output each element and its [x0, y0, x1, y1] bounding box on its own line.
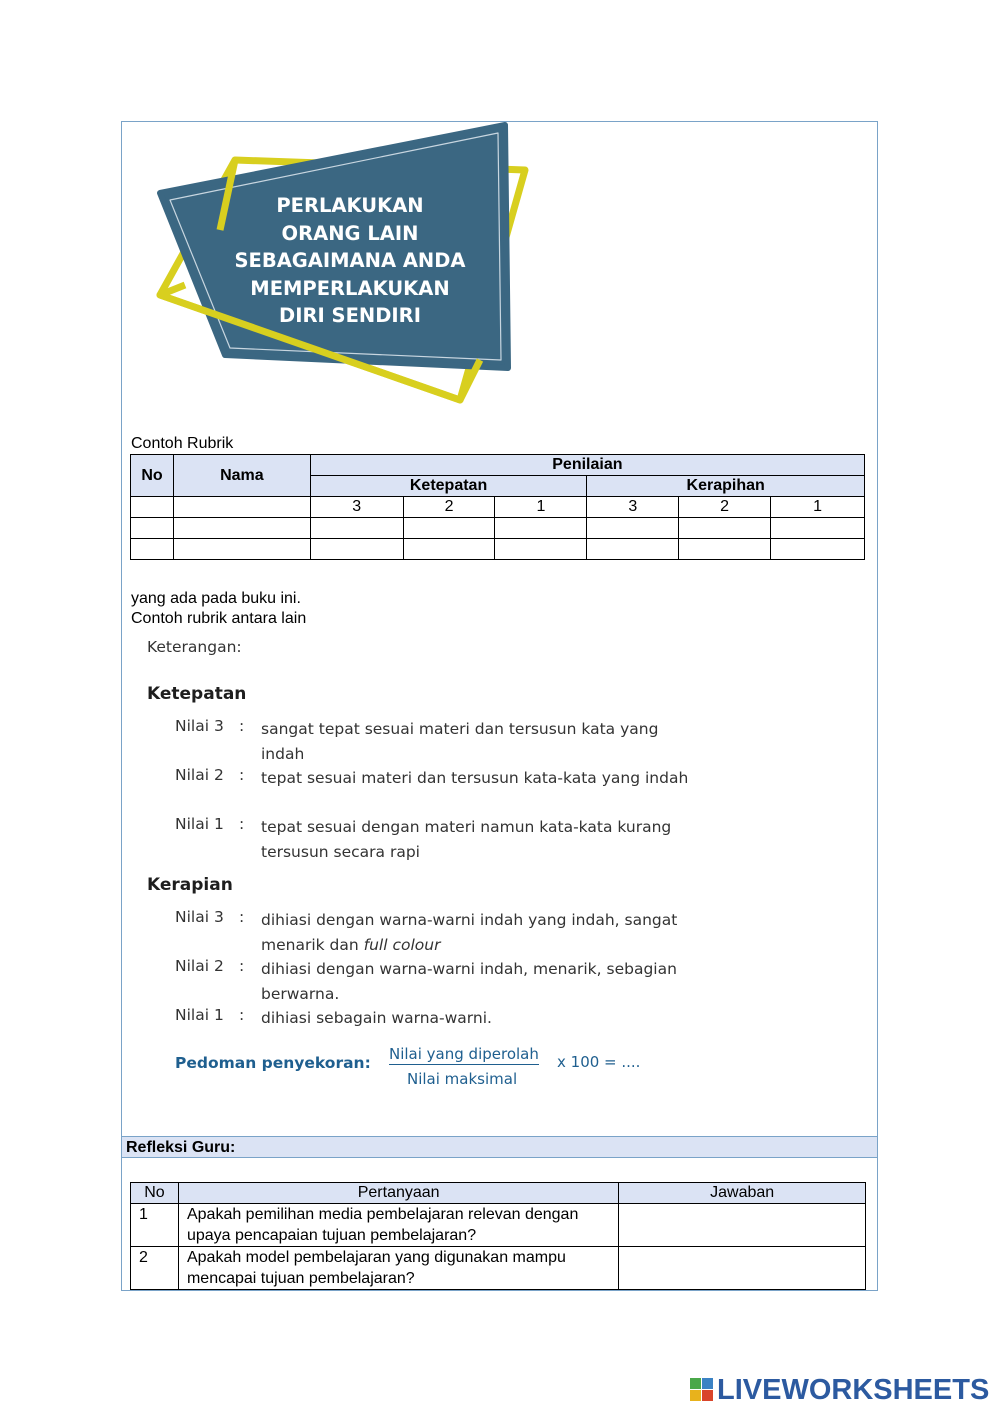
- colon: :: [239, 766, 245, 784]
- pedoman-multiplier: x 100 = ....: [557, 1053, 641, 1071]
- score-cell: 2: [679, 497, 771, 518]
- colon: :: [239, 908, 245, 926]
- score-cell: 1: [495, 497, 587, 518]
- refleksi-title: Refleksi Guru:: [122, 1136, 877, 1158]
- banner-line: SEBAGAIMANA ANDA: [234, 249, 466, 272]
- ketepatan-title: Ketepatan: [147, 684, 247, 704]
- colon: :: [239, 957, 245, 975]
- pedoman-numerator: Nilai yang diperolah: [389, 1045, 539, 1063]
- table-cell[interactable]: [310, 539, 403, 560]
- banner-text: [215, 192, 485, 330]
- intro-line-2: Contoh rubrik antara lain: [131, 610, 307, 627]
- table-cell[interactable]: [771, 539, 865, 560]
- table-row: [131, 539, 865, 560]
- refleksi-table: [130, 1182, 866, 1290]
- nilai-label: Nilai 2: [175, 766, 224, 784]
- logo-wordmark: LIVEWORKSHEETS: [717, 1374, 990, 1406]
- table-cell[interactable]: [587, 518, 679, 539]
- table-cell[interactable]: [310, 518, 403, 539]
- row-question: Apakah model pembelajaran yang digunakan mampu mencapai tujuan pembelajaran?: [178, 1247, 618, 1290]
- table-cell[interactable]: [131, 518, 174, 539]
- refleksi-header-pertanyaan: Pertanyaan: [178, 1183, 618, 1204]
- table-row: [131, 518, 865, 539]
- rubric-header-nama: Nama: [173, 455, 310, 497]
- rubric-table: [130, 454, 865, 560]
- table-cell[interactable]: [173, 539, 310, 560]
- nilai-desc: [261, 908, 701, 958]
- colon: :: [239, 717, 245, 735]
- nilai-desc: sangat tepat sesuai materi dan tersusun kata yang indah: [261, 720, 659, 763]
- nilai-label: Nilai 2: [175, 957, 224, 975]
- row-question: Apakah pemilihan media pembelajaran relevan dengan upaya pencapaian tujuan pembelajaran?: [178, 1204, 618, 1247]
- intro-line-1: yang ada pada buku ini.: [131, 590, 301, 607]
- banner-line: ORANG LAIN: [281, 221, 419, 245]
- answer-cell[interactable]: [619, 1247, 866, 1290]
- nilai-label: Nilai 1: [175, 1006, 224, 1024]
- pedoman-denominator: Nilai maksimal: [407, 1070, 518, 1088]
- nilai-label: Nilai 1: [175, 815, 224, 833]
- rubric-header-penilaian: Penilaian: [310, 455, 864, 476]
- score-cell: 1: [771, 497, 865, 518]
- row-no: 2: [131, 1247, 179, 1290]
- refleksi-header-no: No: [131, 1183, 179, 1204]
- rubric-caption: Contoh Rubrik: [131, 435, 234, 452]
- rubric-header-kerapihan: Kerapihan: [587, 476, 865, 497]
- nilai-label: Nilai 3: [175, 717, 224, 735]
- table-cell[interactable]: [173, 518, 310, 539]
- banner-line: PERLAKUKAN: [276, 194, 424, 217]
- banner-line: DIRI SENDIRI: [279, 304, 421, 327]
- logo-blocks-icon: [690, 1378, 714, 1402]
- nilai-desc: dihiasi sebagain warna-warni.: [261, 1009, 492, 1027]
- nilai-label: Nilai 3: [175, 908, 224, 926]
- nilai-desc: tepat sesuai dengan materi namun kata-kata kurang tersusun secara rapi: [261, 818, 672, 861]
- nilai-desc-text: dihiasi dengan warna-warni indah yang indah, sangat menarik dan: [261, 911, 678, 954]
- nilai-desc: dihiasi dengan warna-warni indah, menarik, sebagian berwarna.: [261, 960, 677, 1003]
- rubric-score-row: [131, 497, 865, 518]
- keterangan-title: Keterangan:: [147, 638, 242, 656]
- table-cell[interactable]: [495, 518, 587, 539]
- refleksi-header-jawaban: Jawaban: [619, 1183, 866, 1204]
- row-no: 1: [131, 1204, 179, 1247]
- score-cell: 3: [310, 497, 403, 518]
- table-cell[interactable]: [771, 518, 865, 539]
- table-cell[interactable]: [495, 539, 587, 560]
- table-cell[interactable]: [587, 539, 679, 560]
- table-row: [131, 1247, 866, 1290]
- nilai-desc: tepat sesuai materi dan tersusun kata-kata yang indah: [261, 769, 689, 787]
- banner-line: MEMPERLAKUKAN: [250, 276, 450, 300]
- answer-cell[interactable]: [619, 1204, 866, 1247]
- table-cell[interactable]: [403, 539, 495, 560]
- score-cell: 2: [403, 497, 495, 518]
- score-cell: 3: [587, 497, 679, 518]
- colon: :: [239, 1006, 245, 1024]
- table-cell: [131, 497, 174, 518]
- table-row: [131, 1204, 866, 1247]
- table-cell: [173, 497, 310, 518]
- table-cell[interactable]: [403, 518, 495, 539]
- kerapian-title: Kerapian: [147, 875, 233, 895]
- colon: :: [239, 815, 245, 833]
- table-cell[interactable]: [679, 518, 771, 539]
- rubric-header-ketepatan: Ketepatan: [310, 476, 587, 497]
- table-cell[interactable]: [679, 539, 771, 560]
- table-cell[interactable]: [131, 539, 174, 560]
- nilai-desc-italic: full colour: [363, 936, 441, 954]
- pedoman-label: Pedoman penyekoran:: [175, 1054, 371, 1072]
- rubric-header-no: No: [131, 455, 174, 497]
